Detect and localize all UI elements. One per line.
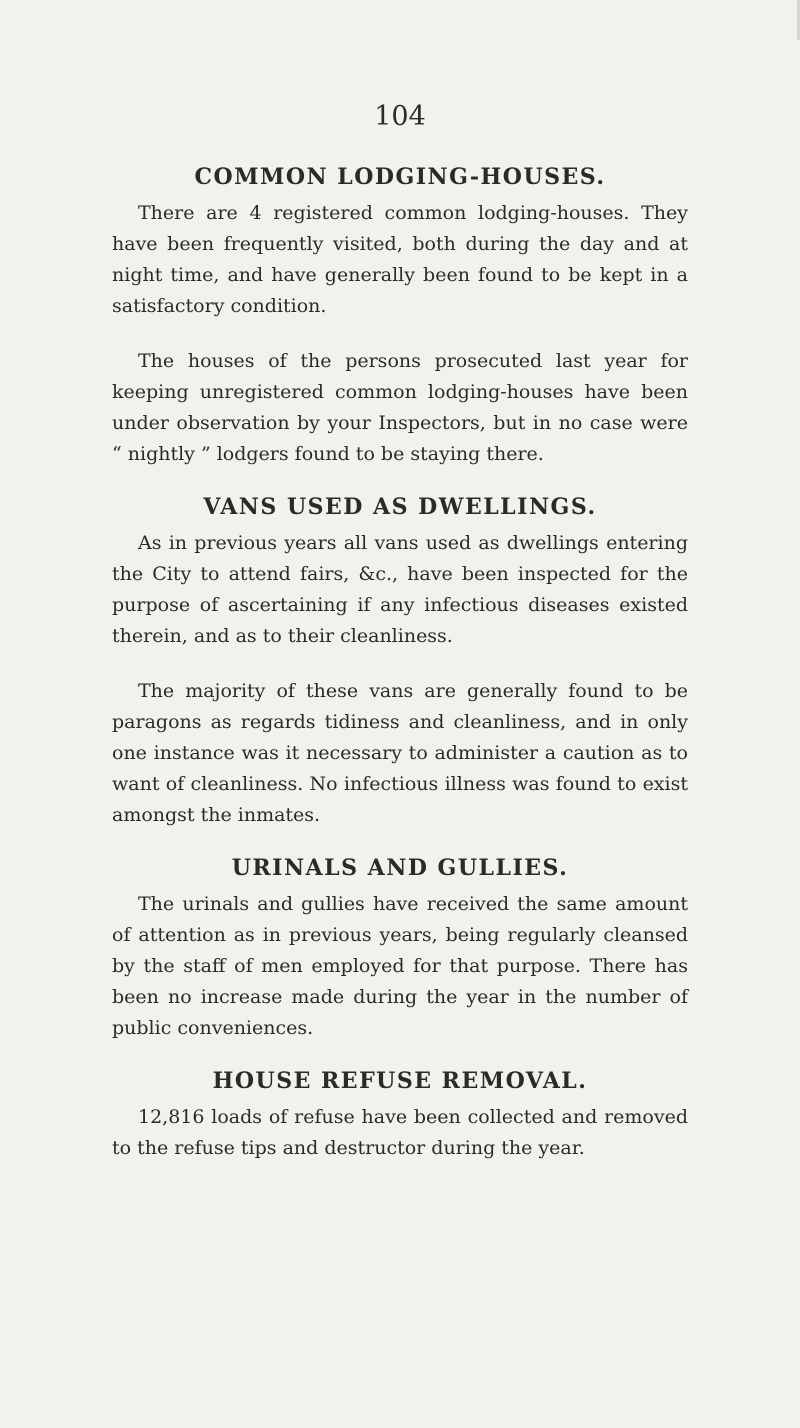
paragraph-refuse-loads: 12,816 loads of refuse have been collected and removed to the refuse tips and destructor during the year. [112,1106,688,1159]
paragraph-urinals-gullies: The urinals and gullies have received the same amount of attention as in previous years, being regularly cleansed by the staff of men employed for that purpose. There has been no increase made during the year in the number of public conveniences. [112,893,688,1039]
heading-common-lodging-houses: COMMON LODGING-HOUSES. [194,164,606,190]
paragraph-lodging-houses-prosecuted: The houses of the persons prosecuted last year for keeping unregistered common lodging-houses have been under observation by your Inspectors, but in no case were “ nightly ” lodgers found to be staying there. [112,350,688,465]
heading-house-refuse-removal: HOUSE REFUSE REMOVAL. [212,1068,588,1094]
page-number: 104 [374,101,426,132]
paragraph-vans-cleanliness: The majority of these vans are generally found to be paragons as regards tidiness and cleanliness, and in only one instance was it necessary to administer a caution as to want of cleanliness. No infectious illness was found to exist amongst the inmates. [112,680,688,826]
heading-vans-used-as-dwellings: VANS USED AS DWELLINGS. [203,494,597,520]
heading-urinals-and-gullies: URINALS AND GULLIES. [231,855,569,881]
page-body [112,160,688,1164]
paragraph-vans-inspected: As in previous years all vans used as dwellings entering the City to attend fairs, &c., have been inspected for the purpose of ascertaining if any infectious diseases existed therein, and as to their cleanliness. [112,532,688,647]
paragraph-lodging-houses-registered: There are 4 registered common lodging-houses. They have been frequently visited, both during the day and at night time, and have generally been found to be kept in a satisfactory condition. [112,202,688,317]
